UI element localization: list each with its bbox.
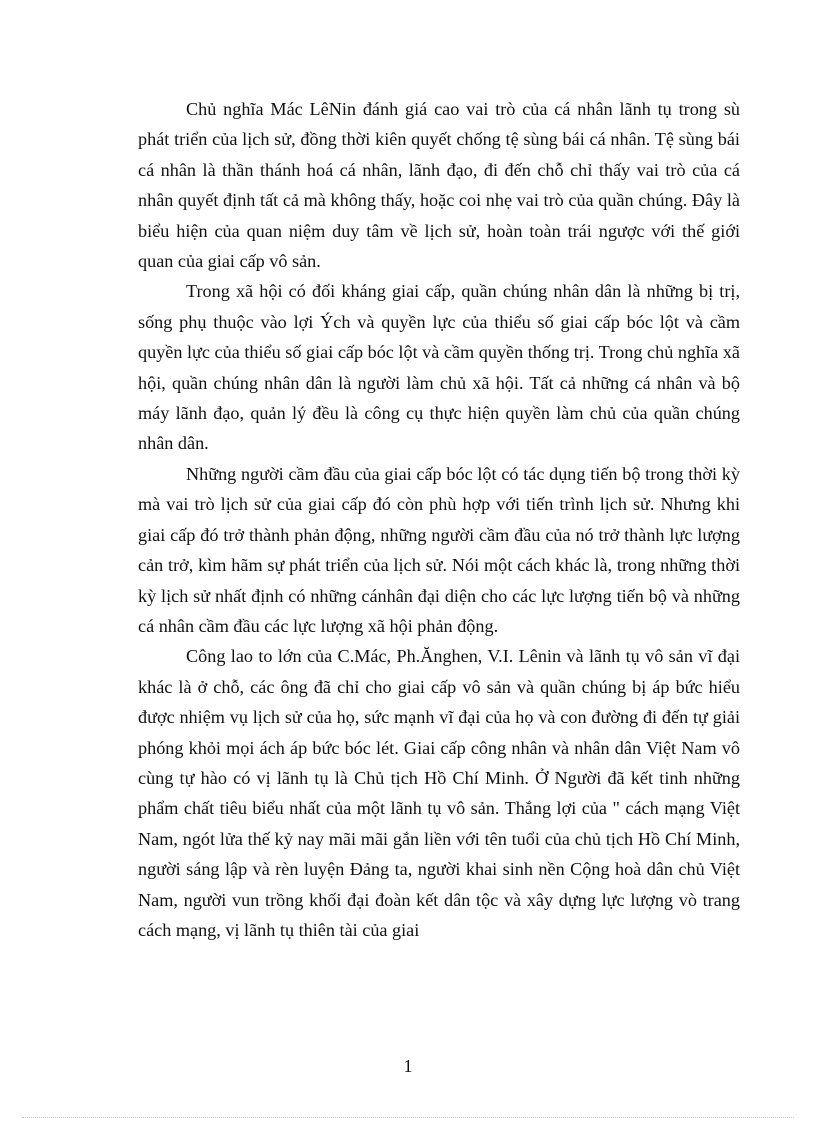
page-number: 1 [403,1056,413,1076]
paragraph-4: Công lao to lớn của C.Mác, Ph.Ănghen, V.I. Lênin và lãnh tụ vô sản vĩ đại khác là ở chỗ, các ông đã chỉ cho giai cấp vô sản và quần chúng bị áp bức hiểu được nhiệm vụ lịch sử của họ, sức mạnh vĩ đại của họ và con đường đi đến tự giải phóng khỏi mọi ách áp bức bóc lét. Giai cấp công nhân và nhân dân Việt Nam vô cùng tự hào có vị lãnh tụ là Chủ tịch Hồ Chí Minh. Ở Người đã kết tinh những phẩm chất tiêu biểu nhất của một lãnh tụ vô sản. Thắng lợi của " cách mạng Việt Nam, ngót lửa thế kỷ nay mãi mãi gắn liền với tên tuổi của chủ tịch Hồ Chí Minh, người sáng lập và rèn luyện Đảng ta, người khai sinh nền Cộng hoà dân chủ Việt Nam, người vun trồng khối đại đoàn kết dân tộc và xây dựng lực lượng vò trang cách mạng, vị lãnh tụ thiên tài của giai [138,646,740,940]
paragraph-2: Trong xã hội có đối kháng giai cấp, quần chúng nhân dân là những bị trị, sống phụ thuộc vào lợi Ých và quyền lực của thiểu số giai cấp bóc lột và cầm quyền lực của thiểu số giai cấp bóc lột và cầm quyền thống trị. Trong chủ nghĩa xã hội, quần chúng nhân dân là người làm chủ xã hội. Tất cả những cá nhân và bộ máy lãnh đạo, quản lý đều là công cụ thực hiện quyền làm chủ của quần chúng nhân dân. [138,281,740,454]
page-bottom-divider [22,1117,794,1118]
body-text [138,94,740,945]
paragraph-3: Những người cầm đầu của giai cấp bóc lột có tác dụng tiến bộ trong thời kỳ mà vai trò lịch sử của giai cấp đó còn phù hợp với tiến trình lịch sử. Nhưng khi giai cấp đó trở thành phản động, những người cầm đầu của nó trở thành lực lượng cản trở, kìm hãm sự phát triển của lịch sử. Nói một cách khác là, trong những thời kỳ lịch sử nhất định có những cánhân đại diện cho các lực lượng tiến bộ và những cá nhân cầm đầu các lực lượng xã hội phản động. [138,463,740,636]
paragraph-1: Chủ nghĩa Mác LêNin đánh giá cao vai trò của cá nhân lãnh tụ trong sù phát triển của lịch sử, đồng thời kiên quyết chống tệ sùng bái cá nhân. Tệ sùng bái cá nhân là thần thánh hoá cá nhân, lãnh đạo, đi đến chỗ chỉ thấy vai trò của cá nhân quyết định tất cả mà không thấy, hoặc coi nhẹ vai trò của quần chúng. Đây là biểu hiện của quan niệm duy tâm về lịch sử, hoàn toàn trái ngược với thế giới quan của giai cấp vô sản. [138,99,740,272]
